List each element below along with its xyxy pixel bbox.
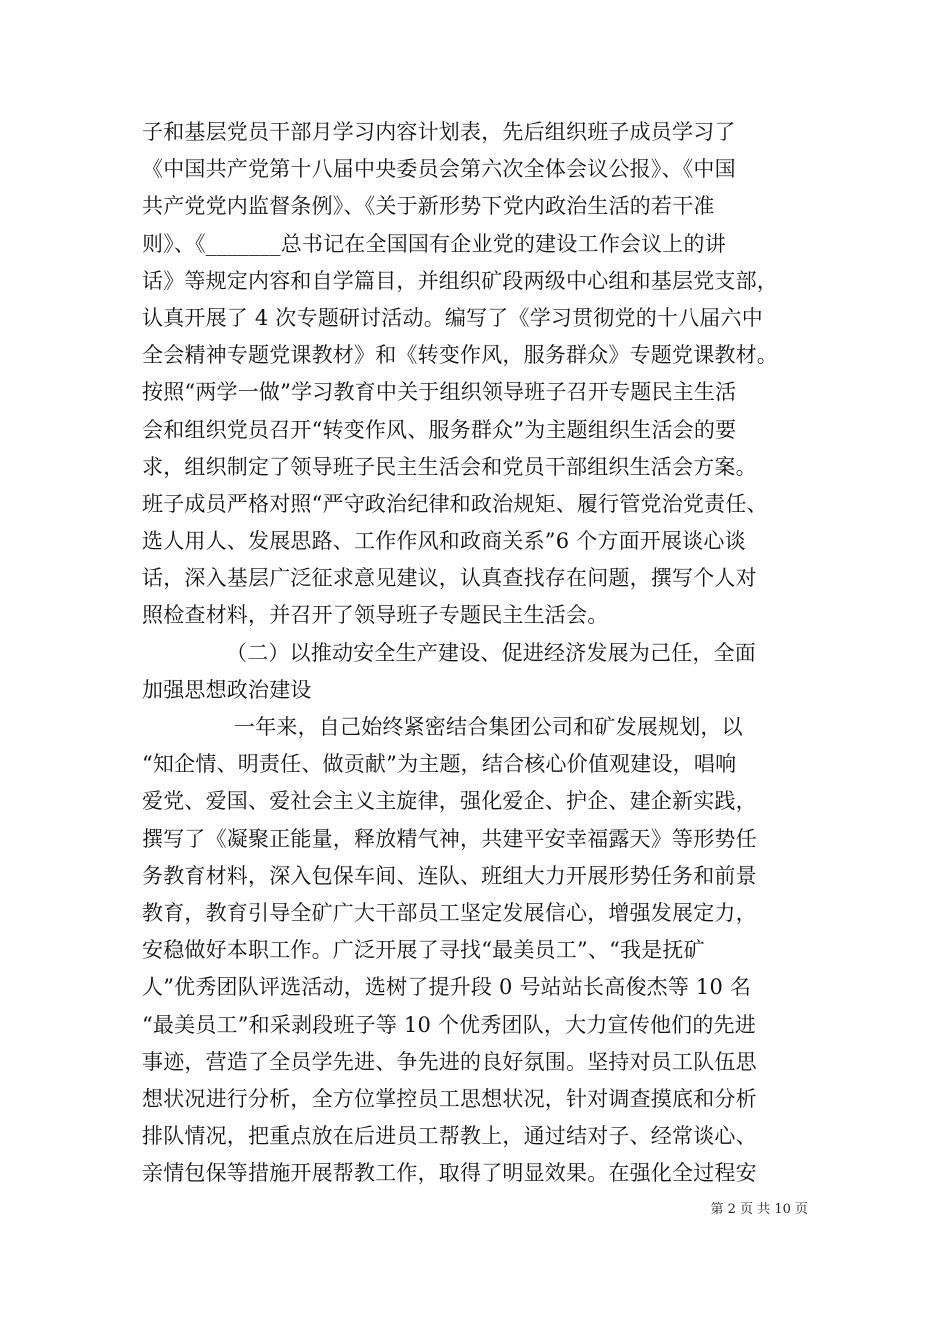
- text-line: 会和组织党员召开“转变作风、服务群众”为主题组织生活会的要: [142, 417, 737, 442]
- text-line: 全会精神专题党课教材》和《转变作风，服务群众》专题党课教材。: [142, 343, 778, 368]
- section-heading: （二）以推动安全生产建设、促进经济发展为己任，全面: [226, 640, 756, 665]
- text-line: 按照“两学一做”学习教育中关于组织领导班子召开专题民主生活: [142, 380, 737, 405]
- text-line: 安稳做好本职工作。广泛开展了寻找“最美员工”、“我是抚矿: [142, 938, 705, 963]
- text-line: “知企情、明责任、做贡献”为主题，结合核心价值观建设，唱响: [142, 752, 737, 777]
- text-line: 子和基层党员干部月学习内容计划表，先后组织班子成员学习了: [142, 120, 736, 144]
- text-line: 人”优秀团队评选活动，选树了提升段 0 号站站长高俊杰等 10 名: [142, 975, 752, 1000]
- text-line: 照检查材料，并召开了领导班子专题民主生活会。: [142, 603, 609, 628]
- text-line: 爱党、爱国、爱社会主义主旋律，强化爱企、护企、建企新实践，: [142, 789, 757, 814]
- text-line: 教育，教育引导全矿广大干部员工坚定发展信心，增强发展定力，: [142, 900, 757, 925]
- text-line: 事迹，营造了全员学先进、争先进的良好氛围。坚持对员工队伍思: [142, 1049, 757, 1074]
- page-number: 第 2 页 共 10 页: [710, 1202, 808, 1217]
- text-line: 排队情况，把重点放在后进员工帮教上，通过结对子、经常谈心、: [142, 1124, 757, 1149]
- text-line: 共产党党内监督条例》、《关于新形势下党内政治生活的若干准: [142, 194, 715, 219]
- text-line: 《中国共产党第十八届中央委员会第六次全体会议公报》、《中国: [142, 157, 736, 182]
- text-line: 亲情包保等措施开展帮教工作，取得了明显效果。在强化全过程安: [142, 1161, 757, 1186]
- text-line: 想状况进行分析，全方位掌控员工思想状况，针对调查摸底和分析: [142, 1086, 757, 1111]
- text-line: 认真开展了 4 次专题研讨活动。编写了《学习贯彻党的十八届六中: [142, 305, 763, 330]
- text-line: 话，深入基层广泛征求意见建议，认真查找存在问题，撰写个人对: [142, 566, 757, 591]
- text-line: 选人用人、发展思路、工作作风和政商关系”6 个方面开展谈心谈: [142, 529, 746, 554]
- text-line: 求，组织制定了领导班子民主生活会和党员干部组织生活会方案。: [142, 454, 757, 479]
- text-line: 则》、《_______总书记在全国国有企业党的建设工作会议上的讲: [142, 231, 726, 256]
- text-line: 撰写了《凝聚正能量，释放精气神，共建平安幸福露天》等形势任: [142, 826, 757, 851]
- text-line: 话》等规定内容和自学篇目，并组织矿段两级中心组和基层党支部，: [142, 268, 778, 293]
- text-line: 班子成员严格对照“严守政治纪律和政治规矩、履行管党治党责任、: [142, 491, 768, 516]
- text-line: “最美员工”和采剥段班子等 10 个优秀团队，大力宣传他们的先进: [142, 1012, 756, 1037]
- document-body: [142, 114, 814, 1192]
- section-heading-continued: 加强思想政治建设: [142, 677, 312, 702]
- text-line: 务教育材料，深入包保车间、连队、班组大力开展形势任务和前景: [142, 863, 757, 888]
- paragraph-start: 一年来，自己始终紧密结合集团公司和矿发展规划，以: [234, 715, 743, 739]
